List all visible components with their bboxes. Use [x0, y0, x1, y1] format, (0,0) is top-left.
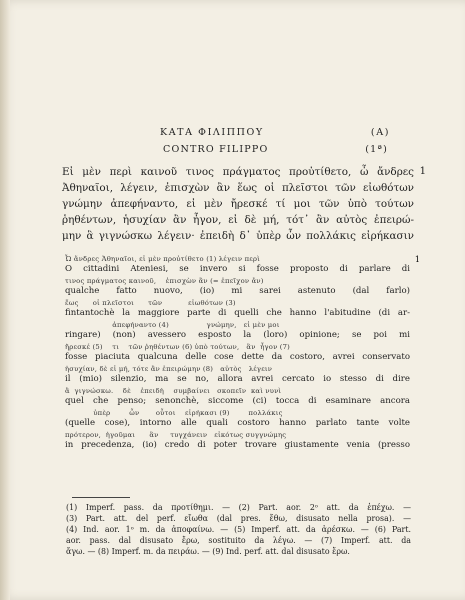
greek-gloss: πρότερον, ἡγοῦμαι ἂν τυγχάνειν εἰκότως συγγνώμης [65, 431, 287, 439]
interlinear-group [65, 387, 410, 407]
heading-italian-number: (1ª) [365, 144, 388, 155]
section-number: 1 [419, 166, 426, 177]
greek-gloss: ἡσυχίαν, δὲ εἰ μή, τότε ἂν ἐπειρώμην (8) αὐτὸς λέγειν [65, 365, 273, 373]
greek-line: μην ἃ γιγνώσκω λέγειν· ἐπειδὴ δ᾽ ὑπὲρ ὧν πολλάκις εἰρήκασιν [62, 230, 414, 242]
italian-line: in precedenza, (io) credo di poter trovare giustamente venia (presso [65, 440, 410, 450]
footnote-rule [72, 497, 130, 498]
heading-italian [163, 144, 388, 155]
greek-paragraph [62, 164, 426, 244]
greek-line: γνώμην ἀπεφήναντο, εἰ μὲν ἤρεσκέ τί μοι τῶν ὑπὸ τούτων [62, 198, 414, 210]
italian-line: fosse piaciuta qualcuna delle cose dette da costoro, avrei conservato [65, 352, 410, 362]
greek-gloss: ἃ γιγνώσκω. δὲ ἐπειδὴ συμβαίνει σκοπεῖν καὶ νυνὶ [65, 387, 282, 395]
interlinear-group [65, 409, 410, 429]
greek-gloss: Ὦ ἄνδρες Ἀθηναῖοι, εἰ μὲν προὐτίθετο (1) λέγειν περὶ [65, 255, 261, 263]
greek-gloss: ἀπεφήναντο (4) γνώμην, εἰ μὲν μοι [65, 321, 280, 329]
heading-greek-title: ΚΑΤΑ ΦΙΛΙΠΠΟΥ [160, 127, 264, 138]
footnote-line: ἄγω. — (8) Imperf. m. da πειράω. — (9) Ind. perf. att. dal disusato ἔρω. [66, 546, 350, 556]
page-binding-shadow [0, 0, 10, 600]
greek-line: Εἰ μὲν περὶ καινοῦ τινος πράγματος προὐτίθετο, ὦ ἄνδρες 1 [62, 166, 426, 178]
italian-line: (quelle cose), intorno alle quali costoro hanno parlato tante volte [65, 418, 410, 428]
interlinear-group [65, 255, 420, 275]
italian-line: quel che penso; senonchè, siccome (ci) tocca di esaminare ancora [65, 396, 410, 406]
interlinear-group [65, 365, 410, 385]
footnotes [66, 503, 411, 558]
greek-gloss: ἤρεσκέ (5) τι τῶν ῥηθέντων (6) ὑπὸ τούτων, ἂν ἦγον (7) [65, 343, 290, 351]
interlinear-group [65, 299, 410, 319]
italian-line: il (mio) silenzio, ma se no, allora avrei cercato io stesso di dire [65, 374, 410, 384]
italian-line: fintantochè la maggiore parte di quelli che hanno l'abitudine (di ar- [65, 308, 410, 318]
greek-line: Ἀθηναῖοι, λέγειν, ἐπισχὼν ἂν ἕως οἱ πλεῖστοι τῶν εἰωθότων [62, 182, 414, 194]
interlinear-section-number: 1 [414, 255, 420, 264]
heading-greek-number: (Α) [370, 127, 390, 138]
greek-gloss: ἕως οἱ πλεῖστοι τῶν εἰωθότων (3) [65, 299, 236, 307]
interlinear-translation [65, 255, 420, 453]
footnote-line: (1) Imperf. pass. da προτίθημι. — (2) Part. aor. 2ᵒ att. da ἐπέχω. — [66, 503, 411, 512]
greek-line: ῥηθέντων, ἡσυχίαν ἂν ἦγον, εἰ δὲ μή, τότ᾽ ἂν αὐτὸς ἐπειρώ- [62, 214, 414, 226]
italian-line: ringare) (non) avessero esposto la (loro) opinione; se poi mi [65, 330, 410, 340]
interlinear-group [65, 431, 410, 451]
heading-italian-title: CONTRO FILIPPO [163, 144, 269, 155]
greek-gloss: ὑπὲρ ὧν οὗτοι εἰρήκασι (9) πολλάκις [65, 409, 283, 417]
italian-line: qualche fatto nuovo, (io) mi sarei astenuto (dal farlo) [65, 286, 410, 296]
footnote-line: (3) Part. att. del perf. εἴωθα (dal pres. ἔθω, disusato nella prosa). — [66, 513, 411, 523]
interlinear-group [65, 321, 410, 341]
heading-greek [160, 127, 390, 138]
footnote-line: aor. pass. dal disusato ἔρω, sostituito da λέγω. — (7) Imperf. att. da [66, 535, 411, 545]
interlinear-group [65, 343, 410, 363]
interlinear-group [65, 277, 410, 297]
footnote-line: (4) Ind. aor. 1ᵒ m. da ἀποφαίνω. — (5) Imperf. att. da ἀρέσκω. — (6) Part. [66, 524, 411, 534]
greek-gloss: τινος πράγματος καινοῦ, ἐπισχὼν ἂν (= ἐπεῖχον ἄν) [65, 277, 264, 285]
italian-line: O cittadini Ateniesi, se invero si fosse proposto di parlare di [65, 264, 410, 274]
